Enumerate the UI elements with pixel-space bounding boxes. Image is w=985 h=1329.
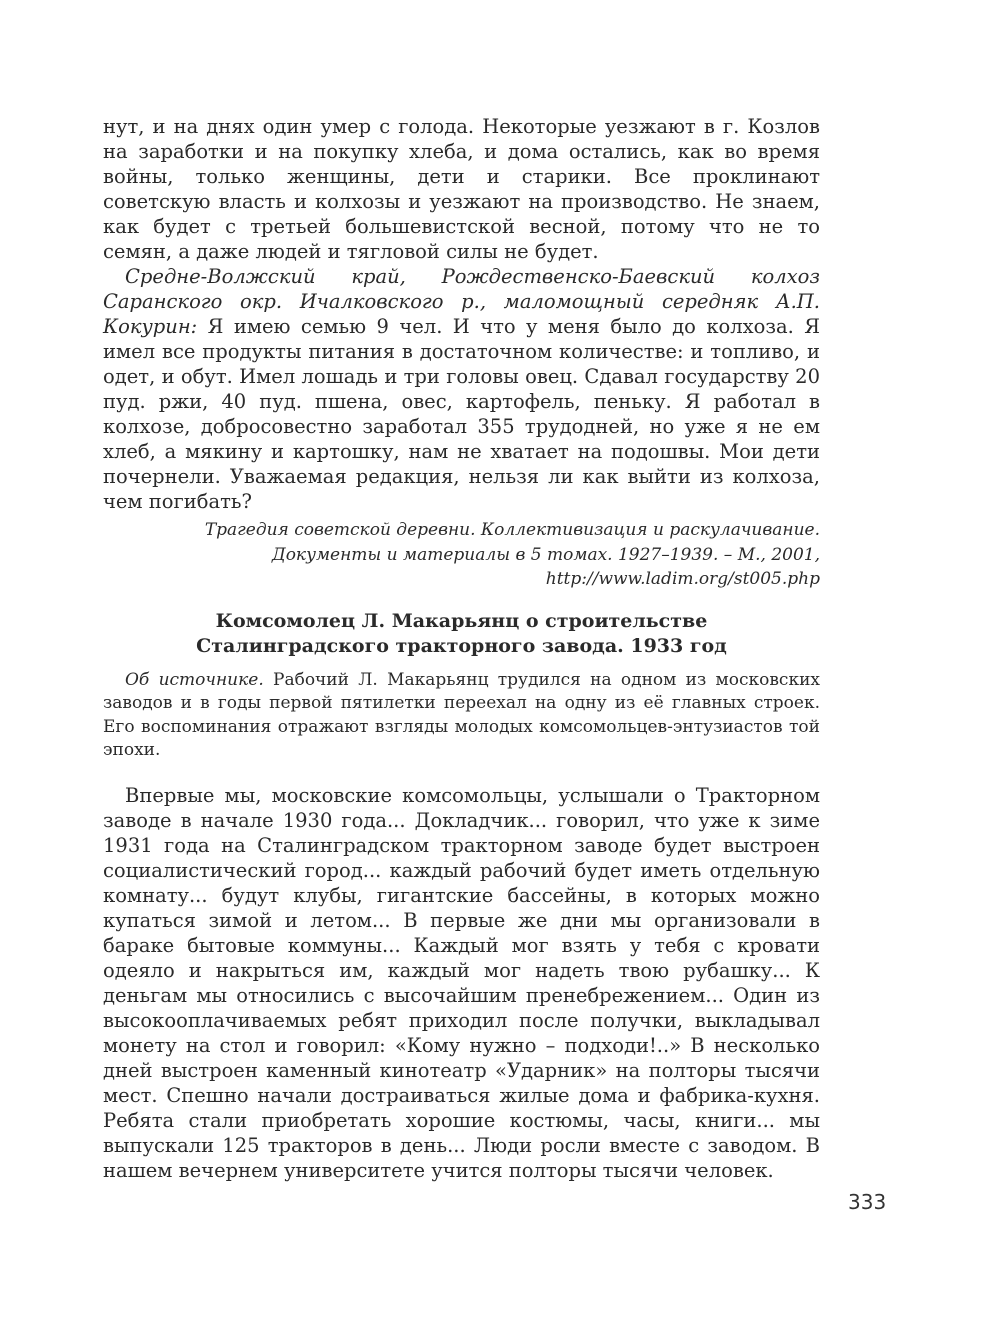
about-source-label: Об источнике.	[125, 669, 264, 690]
about-source-text: Рабочий Л. Макарьянц трудился на одном из московских заводов и в годы первой пятилетки переехал на одну из её главных строек. Его воспоминания отражают взгляды молодых комсомольцев-энтузиастов той эпохи.	[103, 669, 820, 760]
paragraph-continued: нут, и на днях один умер с голода. Некоторые уезжают в г. Козлов на заработки и на покупку хлеба, и дома остались, как во время войны, только женщины, дети и старики. Все проклинают советскую власть и колхозы и уезжают на производство. Не знаем, как будет с третьей большевистской весной, потому что не то семян, а даже людей и тягловой силы не будет.	[103, 115, 820, 263]
page-content	[103, 114, 820, 1183]
source-line-2: Документы и материалы в 5 томах. 1927–1939. – М., 2001,	[271, 544, 820, 565]
about-source-paragraph	[103, 669, 820, 763]
heading-line-2: Сталинградского тракторного завода. 1933 год	[196, 634, 727, 657]
letter-paragraph	[103, 264, 820, 514]
source-citation	[103, 518, 820, 592]
main-text-paragraph: Впервые мы, московские комсомольцы, услышали о Тракторном заводе в начале 1930 года... Докладчик... говорил, что уже к зиме 1931 года на Сталинградском тракторном заводе будет выстроен социалистический город... каждый рабочий будет иметь отдельную комнату... будут клубы, гигантские бассейны, в которых можно купаться зимой и летом... В первые же дни мы организовали в бараке бытовые коммуны... Каждый мог взять у тебя с кровати одеяло и накрыться им, каждый мог надеть твою рубашку... К деньгам мы относились с высочайшим пренебрежением... Один из высокооплачиваемых ребят приходил после получки, выкладывал монету на стол и говорил: «Кому нужно – подходи!..» В несколько дней выстроен каменный кинотеатр «Ударник» на полторы тысячи мест. Спешно начали достраиваться жилые дома и фабрика-кухня. Ребята стали приобретать хорошие костюмы, часы, книги... мы выпускали 125 тракторов в день... Люди росли вместе с заводом. В нашем вечернем университете учится полторы тысячи человек.	[103, 783, 820, 1182]
source-line-1: Трагедия советской деревни. Коллективизация и раскулачивание.	[204, 520, 820, 540]
letter-text: Я имею семью 9 чел. И что у меня было до колхоза. Я имел все продукты питания в достаточном количестве: и топливо, и одет, и обут. Имел лошадь и три головы овец. Сдавал государству 20 пуд. ржи, 40 пуд. пшена, овес, картофель, пеньку. Я работал в колхозе, добросовестно заработал 355 трудодней, но уже я не ем хлеб, а мякину и картошку, нам не хватает на подошвы. Мои дети почернели. Уважаемая редакция, нельзя ли как выйти из колхоза, чем погибать?	[103, 315, 820, 513]
letter-author: Средне-Волжский край, Рождественско-Баевский колхоз Саранского окр. Ичалковского р., маломощный середняк А.П. Кокурин:	[103, 265, 820, 338]
section-heading	[103, 609, 820, 659]
source-url: http://www.ladim.org/st005.php	[545, 569, 820, 589]
page-number: 333	[848, 1190, 887, 1214]
heading-line-1: Комсомолец Л. Макарьянц о строительстве	[215, 609, 708, 632]
